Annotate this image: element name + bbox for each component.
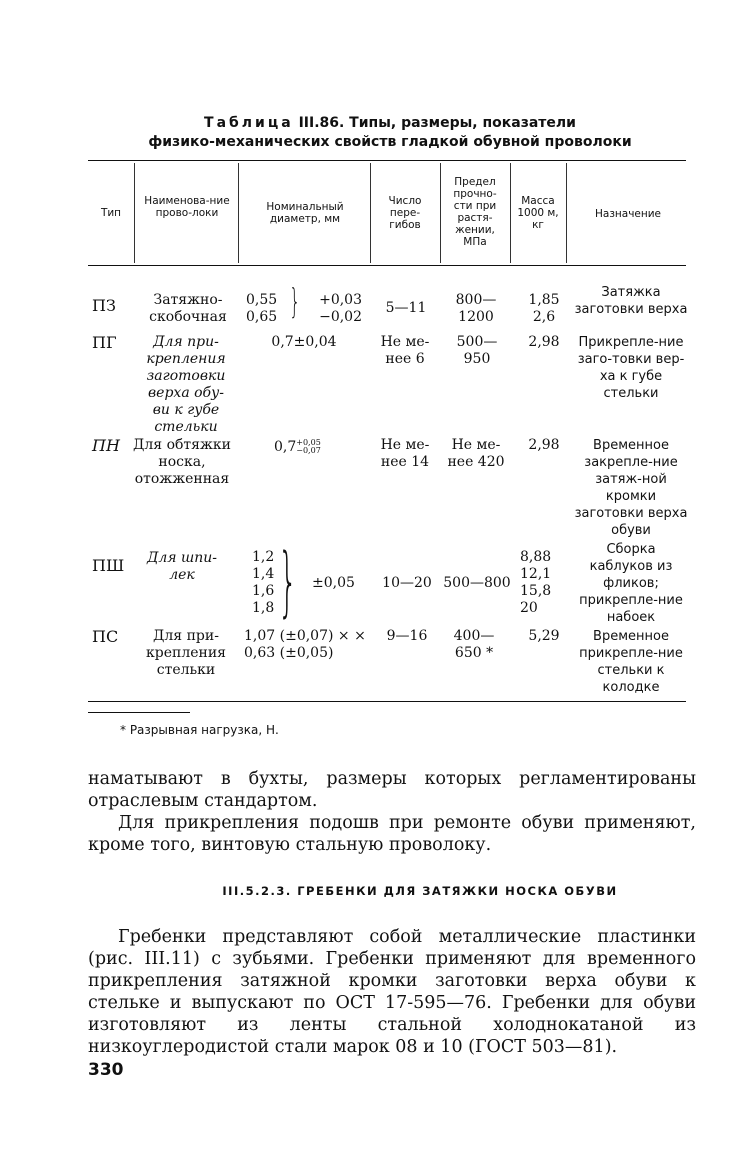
row-pz-purpose: Затяжка заготовки верха (574, 285, 688, 317)
row-pg-name: Для при-крепления заготовки верха обу-ви к губе стельки (146, 334, 226, 435)
paragraph: наматывают в бухты, размеры которых регламентированы отраслевым стандартом. (88, 769, 696, 811)
row-psh-mass-item: 12,1 (520, 566, 552, 582)
row-pn-diameter-sup: +0,05 (296, 438, 321, 447)
column-divider (510, 163, 511, 263)
row-psh-diam-item: 1,2 (252, 549, 275, 565)
row-psh-diam-tol: ±0,05 (312, 575, 355, 591)
column-divider (370, 163, 371, 263)
page-number: 330 (88, 1060, 124, 1080)
row-pn-purpose: Временное закрепле-ние затяж-ной кромки заготовки верха обуви (574, 438, 688, 538)
column-divider (566, 163, 567, 263)
table-caption-word: Таблица (204, 115, 294, 131)
header-strength: Предел прочно-сти при растя-жении, МПа (453, 176, 497, 248)
header-diameter: Номинальный диаметр, мм (266, 201, 344, 225)
row-psh-strength: 500—800 (443, 575, 511, 591)
header-bends: Число пере-гибов (388, 195, 422, 231)
row-pg-strength: 500—950 (456, 334, 498, 367)
row-pn-mass: 2,98 (528, 437, 560, 453)
header-type: Тип (100, 207, 122, 219)
row-psh-diam-item: 1,4 (252, 566, 275, 582)
row-pg-type: ПГ (92, 333, 117, 352)
row-psh-type: ПШ (92, 556, 125, 575)
row-pz-mass: 1,85 2,6 (528, 292, 560, 325)
table-caption (90, 113, 690, 133)
row-pz-type: ПЗ (92, 296, 116, 315)
row-psh-diam-item: 1,6 (252, 583, 275, 599)
table-caption-rest: III.86. Типы, размеры, показатели (298, 115, 576, 131)
table-footnote: * Разрывная нагрузка, Н. (120, 723, 279, 737)
table-bottom-rule (88, 701, 686, 702)
row-psh-mass-item: 20 (520, 600, 538, 616)
row-pg-purpose: Прикрепле-ние заго-товки вер-ха к губе стельки (577, 335, 685, 401)
row-pn-type: ПН (92, 436, 120, 455)
row-pz-diam-values: 0,55 0,65 (246, 292, 278, 325)
row-psh-bends: 10—20 (382, 575, 432, 591)
column-divider (238, 163, 239, 263)
footnote-rule (88, 712, 190, 713)
row-psh-diam-list (252, 549, 274, 617)
row-pn-name: Для обтяжки носка, отожженная (133, 437, 231, 487)
row-pz-diam-tol: +0,03 −0,02 (319, 292, 362, 325)
row-psh-mass-item: 8,88 (520, 549, 552, 565)
table-caption-line2: физико-механических свойств гладкой обувной проволоки (148, 134, 632, 150)
table-header-rule (88, 265, 686, 266)
paragraph: Гребенки представляют собой металлические пластинки (рис. III.11) с зубьями. Гребенки применяют для временного прикрепления затяжной кромки заготовки верха обуви к стельке и выпускают по ОСТ 17-595—76. Гребенки для обуви изготовляют из ленты стальной холоднокатаной из низкоуглеродистой стали марок 08 и 10 (ГОСТ 503—81). (88, 927, 696, 1057)
row-ps-diameter: 1,07 (±0,07) × × 0,63 (±0,05) (244, 628, 366, 661)
row-psh-mass-list (520, 549, 551, 617)
row-pg-bends: Не ме-нее 6 (380, 334, 430, 367)
paragraph: Для прикрепления подошв при ремонте обуви применяют, кроме того, винтовую стальную проволоку. (88, 813, 696, 855)
table-top-rule (88, 160, 686, 161)
column-divider (440, 163, 441, 263)
row-pz-bends: 5—11 (385, 300, 427, 316)
row-pn-strength: Не ме-нее 420 (447, 437, 505, 470)
row-pz-name: Затяжно-скобочная (149, 292, 227, 325)
header-purpose: Назначение (594, 208, 662, 220)
row-pg-mass: 2,98 (528, 334, 560, 350)
row-pn-diameter-base: 0,7 (274, 439, 297, 455)
row-ps-bends: 9—16 (386, 628, 428, 644)
brace-icon: } (289, 282, 301, 322)
row-psh-purpose: Сборка каблуков из фликов; прикрепле-ние набоек (579, 542, 683, 625)
row-ps-name: Для при-крепления стельки (145, 628, 226, 678)
header-name: Наименова-ние прово-локи (144, 195, 230, 219)
row-ps-purpose: Временное прикрепле-ние стельки к колодке (579, 629, 683, 695)
section-heading: III.5.2.3. ГРЕБЕНКИ ДЛЯ ЗАТЯЖКИ НОСКА ОБУВИ (222, 884, 618, 898)
column-divider (134, 163, 135, 263)
row-psh-diam-item: 1,8 (252, 600, 275, 616)
brace-icon: } (278, 536, 298, 625)
row-pg-diameter: 0,7±0,04 (271, 334, 337, 350)
row-pn-diameter-sub: −0,07 (296, 446, 321, 455)
row-ps-type: ПС (92, 627, 119, 646)
row-ps-mass: 5,29 (528, 628, 560, 644)
row-pn-diameter (274, 439, 321, 456)
row-pz-strength: 800— 1200 (455, 292, 497, 325)
row-psh-mass-item: 15,8 (520, 583, 552, 599)
row-ps-strength: 400— 650 * (453, 628, 495, 661)
row-psh-name: Для шпи-лек (146, 550, 218, 583)
header-mass: Масса 1000 м, кг (517, 195, 559, 231)
row-pn-bends: Не ме-нее 14 (380, 437, 430, 470)
